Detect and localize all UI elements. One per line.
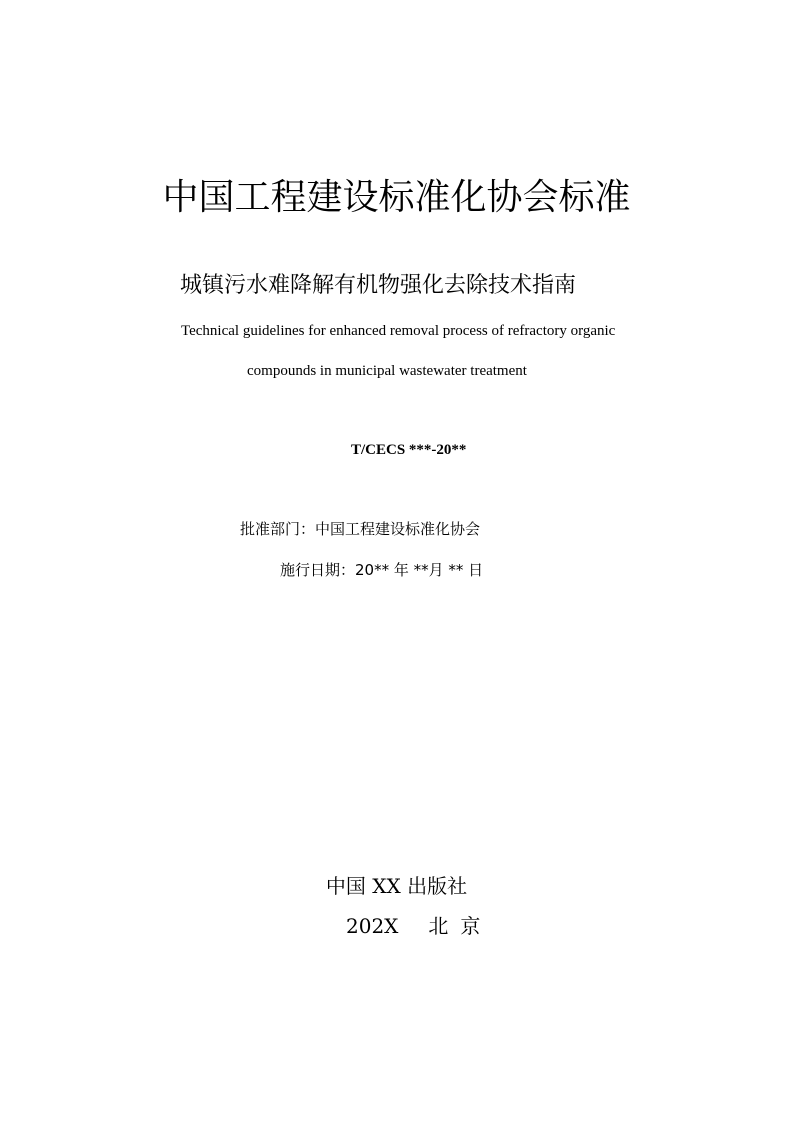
publication-year: 202X bbox=[346, 914, 399, 938]
chinese-subtitle: 城镇污水难降解有机物强化去除技术指南 bbox=[180, 273, 577, 298]
publication-city: 北京 bbox=[428, 914, 493, 938]
publisher: 中国 XX 出版社 bbox=[325, 874, 468, 898]
approval-department: 批准部门：中国工程建设标准化协会 bbox=[240, 520, 481, 538]
english-title-line-1: Technical guidelines for enhanced removal process of refractory organic bbox=[181, 323, 616, 339]
main-title: 中国工程建设标准化协会标准 bbox=[162, 177, 631, 218]
publication-year-city bbox=[346, 916, 492, 936]
effective-date: 施行日期：20** 年 **月 ** 日 bbox=[280, 561, 484, 579]
standard-number: T/CECS ***-20** bbox=[351, 442, 467, 458]
english-title-line-2: compounds in municipal wastewater treatment bbox=[247, 363, 527, 379]
